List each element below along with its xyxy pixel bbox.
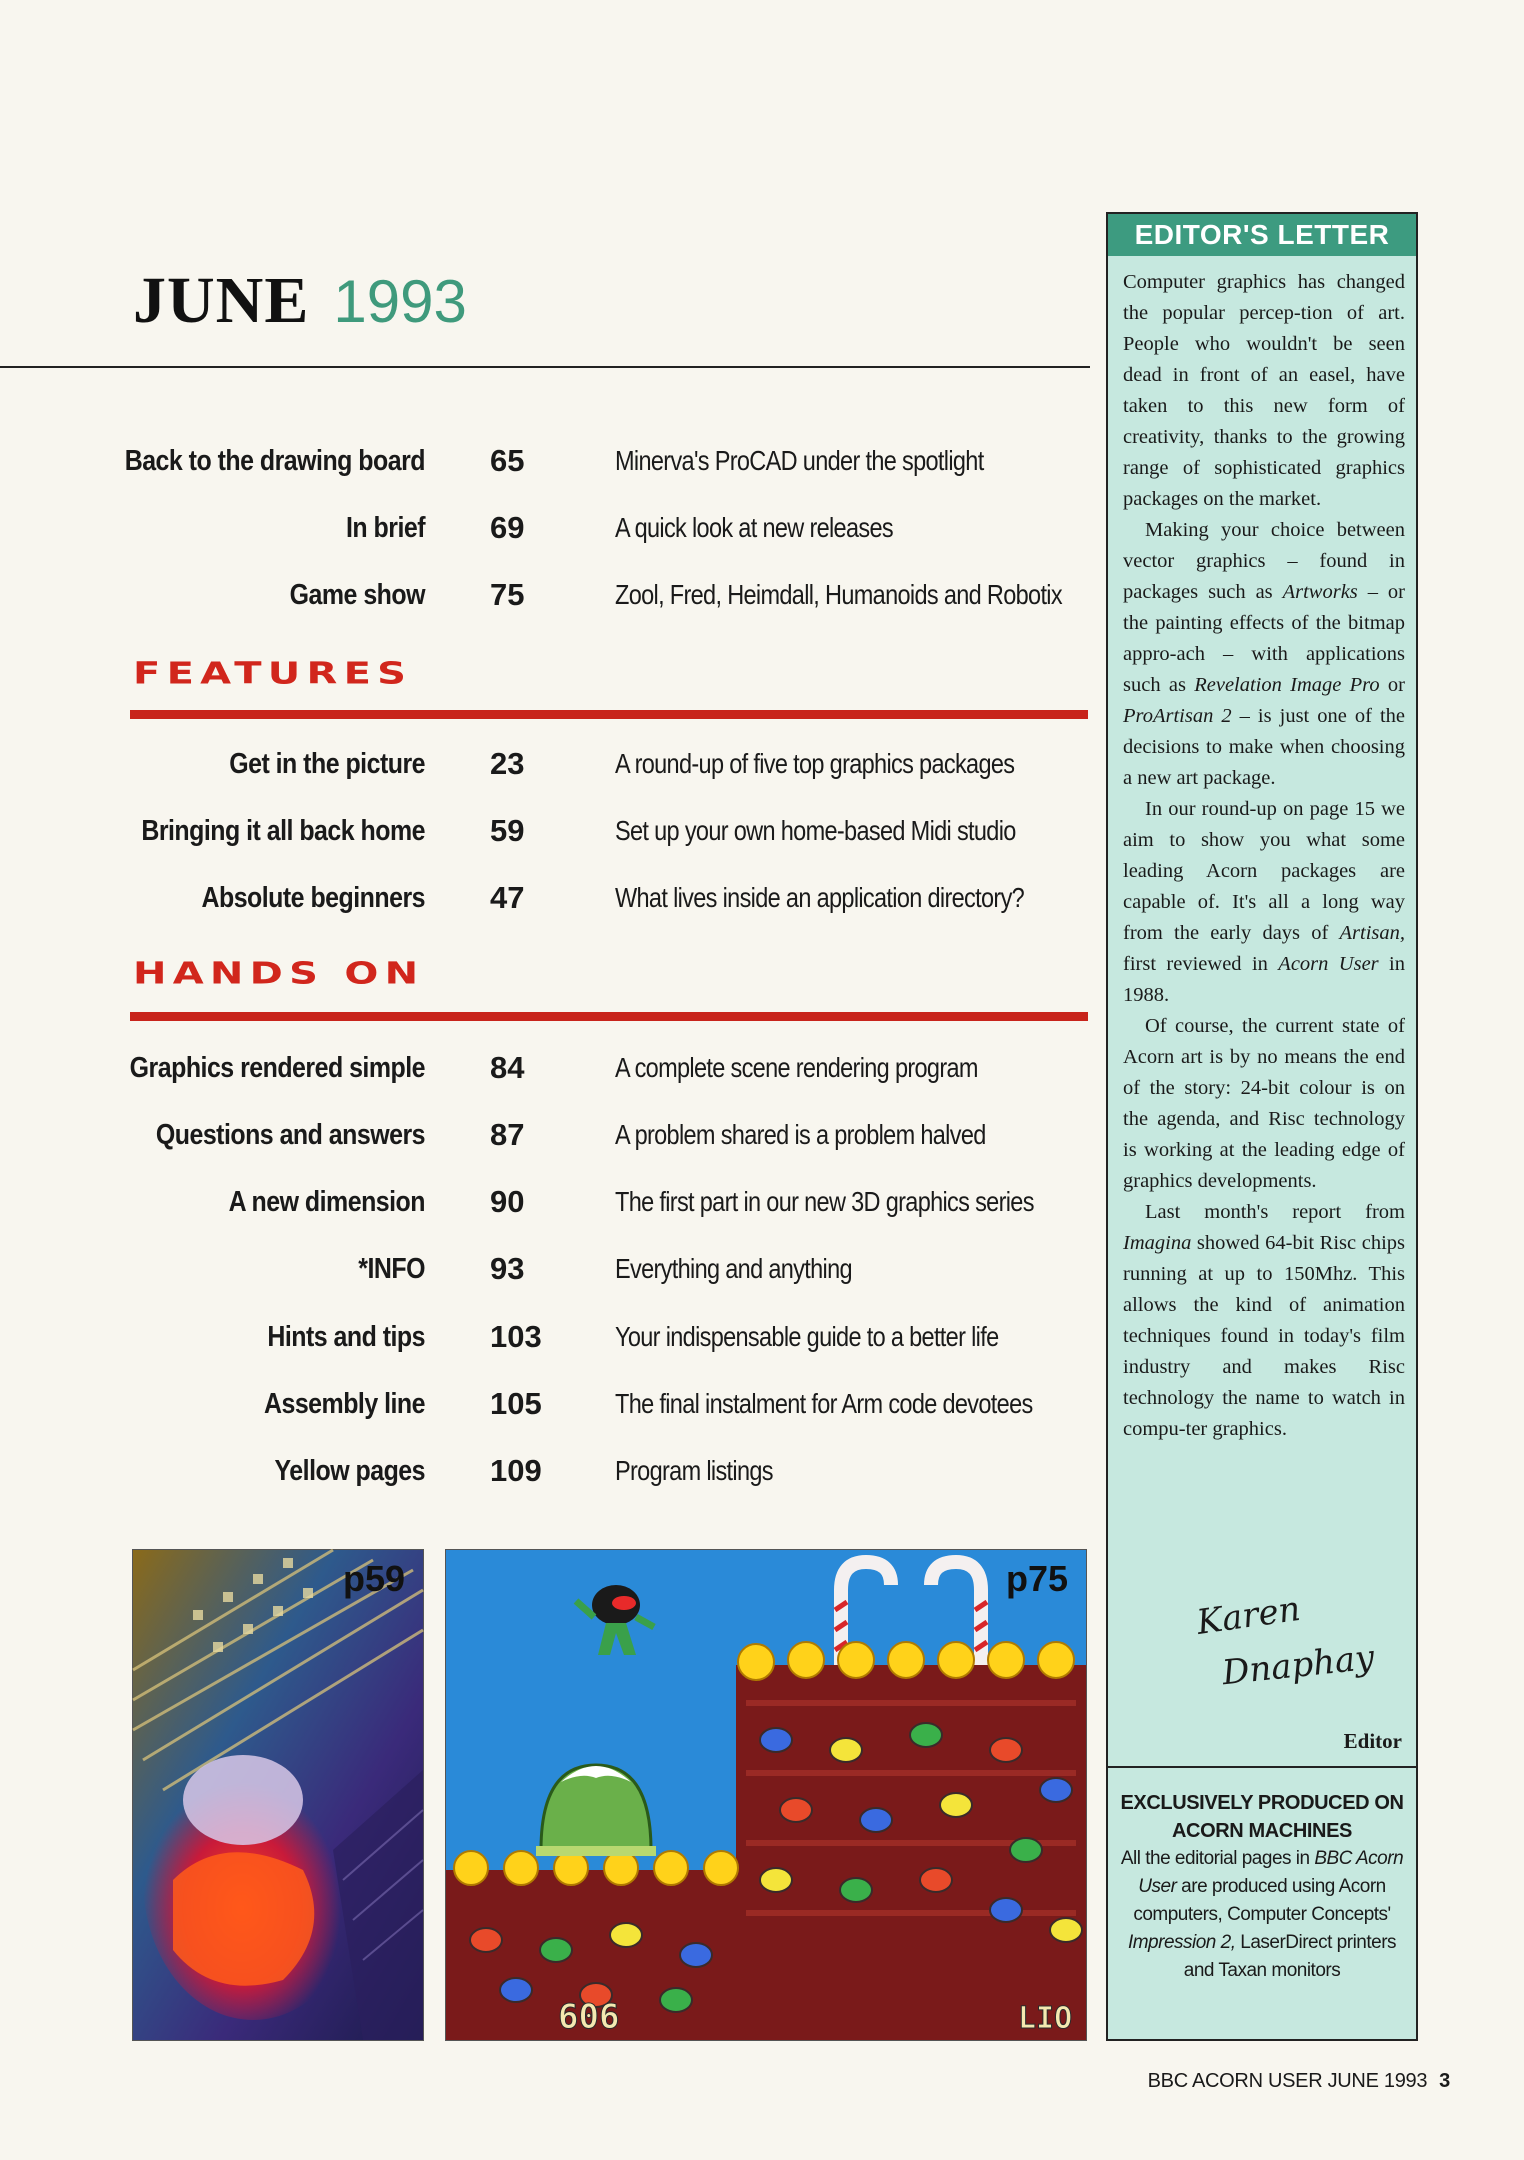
article-title: Back to the drawing board [124,445,425,477]
article-description: A round-up of five top graphics packages [615,748,1015,779]
section-rule [130,710,1088,719]
page-number: 65 [490,443,525,478]
letter-paragraph: Making your choice between vector graphics – found in packages such as Artworks – or the painting effects of the bitmap appro-ach – with applications such as Revelation Image Pro or ProArtisan 2 – is just one of the decisions to make when choosing a new art package. [1123,519,1406,789]
letter-paragraph: Of course, the current state of Acorn art is by no means the end of the story: 24-bit colour is on the agenda, and Risc technology is working at the leading edge of graphics developments. [1123,1015,1405,1192]
page-number: 47 [490,880,525,915]
article-description: Your indispensable guide to a better life [615,1321,999,1352]
article-title: Yellow pages [274,1455,425,1487]
contents-row[interactable] [0,806,1090,856]
article-title: *INFO [358,1253,425,1285]
page-number: 69 [490,510,525,545]
production-note-text: All the editorial pages in BBC Acorn User are produced using Acorn computers, Computer Concepts' Impression 2, LaserDirect printers and Taxan monitors [1120,1848,1404,1981]
letter-paragraph: Computer graphics has changed the popular percep-tion of art. People who wouldn't be seen dead in front of an easel, have taken to this new form of creativity, thanks to the growing range of sophisticated graphics packages on the market. [1123,271,1405,510]
article-description: A quick look at new releases [615,512,893,543]
page-number: 105 [490,1386,542,1421]
contents-row[interactable] [0,1312,1090,1362]
article-description: A problem shared is a problem halved [615,1119,986,1150]
page-number: 23 [490,746,525,781]
article-title: Get in the picture [229,748,425,780]
hud-score-left: 606 [558,1997,620,2037]
game-screenshot[interactable] [445,1549,1087,2041]
contents-row[interactable] [0,1379,1090,1429]
page-number: 84 [490,1050,525,1085]
mixing-desk-illustration [133,1550,423,2040]
page-number: 103 [490,1319,542,1354]
contents-row[interactable] [0,503,1090,553]
editors-letter-heading: EDITOR'S LETTER [1108,214,1416,256]
article-title: Game show [289,579,425,611]
production-note-title: EXCLUSIVELY PRODUCED ON ACORN MACHINES [1120,1792,1404,1842]
editors-letter-box [1106,212,1418,2041]
article-title: Bringing it all back home [141,815,425,847]
page-reference-label: p75 [1005,1558,1068,1599]
contents-row[interactable] [0,1244,1090,1294]
letter-paragraph: Last month's report from Imagina showed 64-bit Risc chips running at up to 150Mhz. This allows the kind of animation techniques found in today's film industry and makes Risc technology the name to watch in compu-ter graphics. [1123,1201,1405,1440]
issue-month: JUNE [133,264,310,337]
top-divider [0,366,1090,368]
article-description: Zool, Fred, Heimdall, Humanoids and Robotix [615,579,1062,610]
section-heading-features: FEATURES [133,654,413,692]
page-number: 109 [490,1453,542,1488]
article-description: Everything and anything [615,1253,852,1284]
footer-publication: BBC ACORN USER JUNE 1993 [1147,2070,1428,2092]
sidebar-divider [1108,1766,1416,1768]
article-title: Absolute beginners [201,882,425,914]
section-heading-hands-on: HANDS ON [133,954,425,992]
footer-page-number: 3 [1439,2070,1450,2092]
page-footer [1148,2070,1450,2093]
article-description: The first part in our new 3D graphics series [615,1186,1034,1217]
midi-studio-photo[interactable] [132,1549,424,2041]
article-title: Hints and tips [267,1321,425,1353]
article-title: A new dimension [228,1186,425,1218]
contents-row[interactable] [0,570,1090,620]
masthead [133,264,467,337]
contents-row[interactable] [0,1177,1090,1227]
article-title: In brief [345,512,425,544]
article-title: Questions and answers [155,1119,425,1151]
contents-row[interactable] [0,1446,1090,1496]
article-description: A complete scene rendering program [615,1052,978,1083]
letter-paragraph: In our round-up on page 15 we aim to show you what some leading Acorn packages are capable of. It's all a long way from the early days of Artisan, first reviewed in Acorn User in 1988. [1123,798,1405,1006]
zool-game-illustration [446,1550,1086,2040]
editor-signature [1194,1587,1377,1694]
article-description: The final instalment for Arm code devotees [615,1388,1033,1419]
editor-role: Editor [1343,1729,1402,1753]
contents-row[interactable] [0,1043,1090,1093]
article-title: Graphics rendered simple [129,1052,425,1084]
article-title: Assembly line [263,1388,425,1420]
contents-row[interactable] [0,436,1090,486]
contents-row[interactable] [0,873,1090,923]
article-description: Set up your own home-based Midi studio [615,815,1016,846]
svg-text:Karen: Karen [1194,1588,1303,1643]
article-description: Program listings [615,1455,773,1486]
page-number: 59 [490,813,525,848]
editors-letter-body [1123,267,1405,1445]
article-description: What lives inside an application directory? [615,882,1025,913]
production-note [1116,1789,1408,1985]
article-description: Minerva's ProCAD under the spotlight [615,445,984,476]
page-number: 87 [490,1117,525,1152]
page-number: 75 [490,577,525,612]
hud-score-right: LIO [1018,2001,1073,2036]
page-reference-label: p59 [342,1558,405,1599]
page-number: 93 [490,1251,525,1286]
contents-row[interactable] [0,1110,1090,1160]
section-rule [130,1012,1088,1021]
contents-row[interactable] [0,739,1090,789]
svg-text:Dnaphay: Dnaphay [1220,1637,1377,1694]
issue-year: 1993 [333,268,467,335]
page-number: 90 [490,1184,525,1219]
